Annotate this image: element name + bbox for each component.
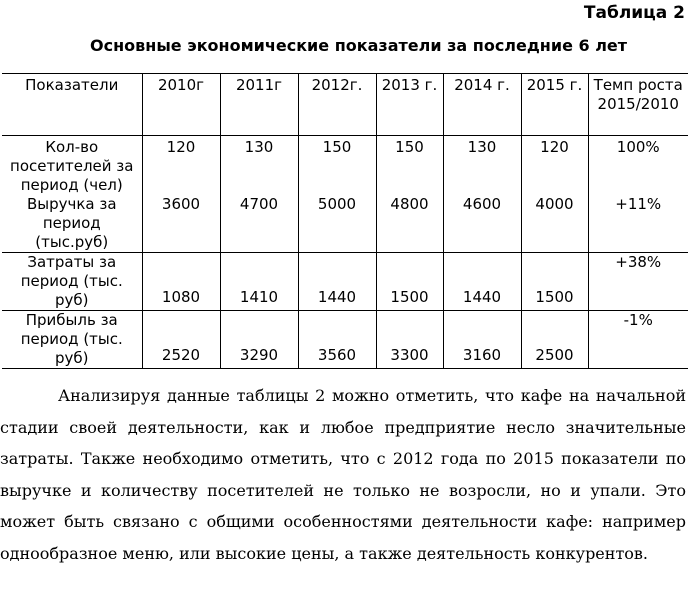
cell-visitors-2010: 120 xyxy=(142,136,220,196)
cell-revenue-2015: 4000 xyxy=(521,195,588,253)
header-2010: 2010г xyxy=(142,74,220,136)
cell-visitors-2015: 120 xyxy=(521,136,588,196)
row-label-revenue: Выручка за период (тыс.руб) xyxy=(2,195,142,253)
cell-costs-2015: 1500 xyxy=(521,253,588,311)
header-growth-rate: Темп роста 2015/2010 xyxy=(588,74,688,136)
cell-revenue-growth: +11% xyxy=(588,195,688,253)
header-row xyxy=(2,74,688,136)
cell-profit-2010: 2520 xyxy=(142,311,220,369)
economic-indicators-table xyxy=(2,73,688,369)
cell-visitors-2014: 130 xyxy=(443,136,521,196)
row-label-profit: Прибыль за период (тыс. руб) xyxy=(2,311,142,369)
cell-costs-2012: 1440 xyxy=(298,253,376,311)
cell-profit-2012: 3560 xyxy=(298,311,376,369)
cell-costs-2011: 1410 xyxy=(220,253,298,311)
cell-revenue-2011: 4700 xyxy=(220,195,298,253)
cell-visitors-growth: 100% xyxy=(588,136,688,196)
cell-profit-2013: 3300 xyxy=(376,311,443,369)
cell-costs-2013: 1500 xyxy=(376,253,443,311)
cell-profit-2014: 3160 xyxy=(443,311,521,369)
cell-profit-growth: -1% xyxy=(588,311,688,369)
cell-revenue-2013: 4800 xyxy=(376,195,443,253)
row-label-costs: Затраты за период (тыс. руб) xyxy=(2,253,142,311)
header-2014: 2014 г. xyxy=(443,74,521,136)
cell-costs-growth: +38% xyxy=(588,253,688,311)
cell-profit-2011: 3290 xyxy=(220,311,298,369)
table-row-profit xyxy=(2,311,688,369)
cell-revenue-2012: 5000 xyxy=(298,195,376,253)
header-2012: 2012г. xyxy=(298,74,376,136)
cell-profit-2015: 2500 xyxy=(521,311,588,369)
header-2015: 2015 г. xyxy=(521,74,588,136)
analysis-paragraph: Анализируя данные таблицы 2 можно отметить, что кафе на начальной стадии своей деятельности, как и любое предприятие несло значительные затраты. Также необходимо отметить, что с 2012 года по 2015 показатели по выручке и количеству посетителей не только не возросли, но и упали. Это может быть связано с общими особенностями деятельности кафе: например однообразное меню, или высокие цены, а также деятельность конкурентов. xyxy=(0,386,686,563)
cell-costs-2014: 1440 xyxy=(443,253,521,311)
header-indicators: Показатели xyxy=(2,74,142,136)
cell-visitors-2012: 150 xyxy=(298,136,376,196)
cell-visitors-2011: 130 xyxy=(220,136,298,196)
cell-costs-2010: 1080 xyxy=(142,253,220,311)
row-label-visitors: Кол-во посетителей за период (чел) xyxy=(2,136,142,196)
table-number: Таблица 2 xyxy=(583,3,685,23)
cell-revenue-2010: 3600 xyxy=(142,195,220,253)
cell-revenue-2014: 4600 xyxy=(443,195,521,253)
table-title: Основные экономические показатели за последние 6 лет xyxy=(90,36,628,55)
header-2013: 2013 г. xyxy=(376,74,443,136)
cell-visitors-2013: 150 xyxy=(376,136,443,196)
table-row-revenue xyxy=(2,195,688,253)
header-2011: 2011г xyxy=(220,74,298,136)
table-row-visitors xyxy=(2,136,688,196)
table-row-costs xyxy=(2,253,688,311)
